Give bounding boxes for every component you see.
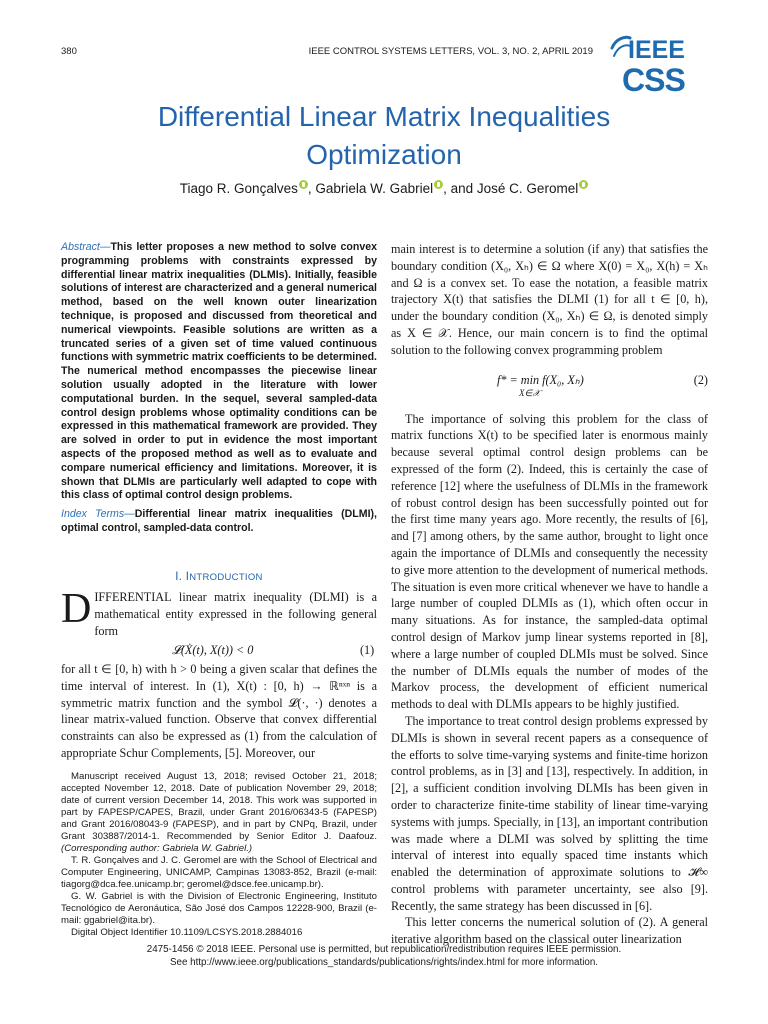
index-terms-label: Index Terms— xyxy=(61,508,135,520)
copyright-notice xyxy=(60,944,708,969)
author-list xyxy=(60,180,708,196)
right-paragraph-3: The importance to treat control design problems expressed by DLMIs is shown in several recent papers as a consequence of the efforts to solve time-varying systems and finite-time horizon control problems, as in [3] and [13], respectively. In addition, in [2], a sufficient condition involving DLMIs has been given in order to characterize finite-time stability of linear time-varying systems with jumps. Specially, in [13], an important contribution was made where a DLMI was solved by splitting the time interval of interest into equally spaced time instants which enabled the determination of approximate solutions to 𝓗∞ control problems with parameter uncertainty, see also [9]. Recently, the same strategy has been discussed in [6]. xyxy=(391,713,708,913)
orcid-icon[interactable] xyxy=(434,180,443,189)
intro-text: linear matrix inequality (DLMI) is a mathematical entity expressed in the following general form xyxy=(94,590,377,638)
page-number: 380 xyxy=(61,46,77,57)
equation-2-subscript: X∈𝒳 xyxy=(519,387,541,398)
author-2: , Gabriela W. Gabriel xyxy=(307,181,434,196)
equation-2: f* = min f(X₀, Xₕ) xyxy=(497,372,584,387)
drop-cap: D xyxy=(61,586,92,632)
footnote-affiliation-1: T. R. Gonçalves and J. C. Geromel are with the School of Electrical and Computer Engineering, UNICAMP, Campinas 13083-852, Brazil (e-mail: tiagorg@dca.fee.unicamp.br; geromel@dsce.fee.unicamp.br). xyxy=(61,855,377,890)
section-title-rest: NTRODUCTION xyxy=(189,572,263,583)
equation-1: 𝓛(Ẋ(t), X(t)) < 0 xyxy=(172,643,254,657)
journal-name: IEEE CONTROL SYSTEMS LETTERS, VOL. 3, NO. 2, APRIL 2019 xyxy=(308,46,593,57)
footnote-manuscript xyxy=(61,771,377,855)
intro-continuation: for all t ∈ [0, h) with h > 0 being a given scalar that defines the time interval of interest. In (1), X(t) : [0, h) → ℝⁿˣⁿ is a symmetric matrix function and the symbol 𝓛(·, ·) denotes a linear matrix-valued function. Observe that convex differential constraints can also be expressed as (1) from the calculation of appropriate Schur Complements, [5]. Moreover, our xyxy=(61,662,377,760)
orcid-icon[interactable] xyxy=(579,180,588,189)
footnote-doi: Digital Object Identifier 10.1109/LCSYS.2018.2884016 xyxy=(71,927,303,938)
right-column xyxy=(391,241,708,948)
section-numeral: I. I xyxy=(175,571,190,583)
intro-paragraph xyxy=(61,586,377,639)
title-line-2: Optimization xyxy=(306,139,462,170)
section-heading-introduction xyxy=(61,571,377,583)
footnotes xyxy=(61,771,377,939)
logo-ieee-text: IEEE xyxy=(628,36,685,64)
abstract-label: Abstract— xyxy=(61,241,111,253)
intro-first-word: IFFERENTIAL xyxy=(94,590,172,604)
footnote-affiliation-2: G. W. Gabriel is with the Division of Electronic Engineering, Instituto Tecnológico de Aeronáutica, São José dos Campos 12228-900, Brazil (e-mail: ggabriel@ita.br). xyxy=(61,891,377,926)
logo-css-text: CSS xyxy=(622,62,685,98)
copyright-line-2[interactable]: See http://www.ieee.org/publications_standards/publications/rights/index.html for more information. xyxy=(169,956,599,968)
equation-2-block xyxy=(391,359,708,411)
index-terms xyxy=(61,508,377,536)
author-3: , and José C. Geromel xyxy=(443,181,579,196)
author-1: Tiago R. Gonçalves xyxy=(179,181,298,196)
title-line-1: Differential Linear Matrix Inequalities xyxy=(157,101,611,132)
orcid-icon[interactable] xyxy=(299,180,308,189)
paper-title xyxy=(60,98,708,174)
right-paragraph-1: main interest is to determine a solution (if any) that satisfies the boundary condition (X₀, Xₕ) ∈ Ω where X(0) = X₀, X(h) = Xₕ and Ω is a convex set. To ease the notation, a feasible matrix trajectory X(t) that satisfies the DLMI (1) for all t ∈ [0, h), under the boundary condition (X₀, Xₕ) ∈ Ω, is denoted simply as X ∈ 𝒳. Hence, our main concern is to find the optimal solution to the following convex programming problem xyxy=(391,242,708,357)
equation-2-number: (2) xyxy=(693,372,708,387)
corresponding-author: (Corresponding author: Gabriela W. Gabriel.) xyxy=(61,843,253,854)
equation-1-number: (1) xyxy=(360,643,375,657)
running-header xyxy=(61,46,593,62)
right-paragraph-4: This letter concerns the numerical solution of (2). A general iterative algorithm based on the classical outer linearization xyxy=(391,915,708,947)
footnote-manuscript-text: Manuscript received August 13, 2018; revised October 21, 2018; accepted November 12, 2018. Date of publication November 29, 2018; date of current version December 14, 2018. This work was supported in part by FAPESP/CAPES, Brazil, under Grant 2016/06343-5 (FAPESP) and Grant 2016/08043-9 (FAPESP), and in part by CNPq, Brazil, under Grant 303887/2014-1. Recommended by Senior Editor J. Daafouz. xyxy=(61,771,377,842)
ieee-css-logo xyxy=(608,34,692,96)
abstract-text: This letter proposes a new method to solve convex programming problems with constraints expressed by differential linear matrix inequalities (DLMIs). Initially, feasible solutions of interest are characterized and a general numerical method, based on the well known outer linearization technique, is proposed and discussed from theoretical and numerical viewpoints. Feasible solutions are written as a truncated series of a given set of time valued continuous functions with symmetric matrix coefficients to be determined. The numerical method encompasses the piecewise linear solution usually adopted in the literature with lower computational burden. In the sequel, several sampled-data control design problems whose optimality conditions can be expressed in this mathematical framework are provided. They are solved in order to put in evidence the most important aspects of the proposed method as well as to evaluate and compare numerical efficiency and limitations. Moreover, it is shown that DLMIs are particularly well adapted to cope with this class of optimal control design problems. xyxy=(61,241,377,502)
right-paragraph-2: The importance of solving this problem for the class of matrix functions X(t) to be specified later is enormous mainly because several optimal control design problems can be expressed of the form (2). Indeed, this is certainly the case of reference [12] where the usefulness of DLMIs in the framework of robust control design has been successfully pointed out for the first time many years ago. More recently, the results of [6], and [7] among others, by the same author, brought to light once again the importance of DLMIs and consequently the necessity to give more attention to the development of numerical methods. The situation is even more critical whenever we have to handle a large number of coupled DLMIs as (1), which often occur in many situations. As for instance, the sampled-data optimal control design of Markov jump linear systems reported in [8], where a large number of coupled DLMIs must be solved. Since the number of DLMIs equals the number of modes of the Markov process, the development of efficient numerical methods to deal with DLMIs appears to be highly justified. xyxy=(391,411,708,712)
index-terms-text: Differential linear matrix inequalities (DLMI), optimal control, sampled-data control. xyxy=(61,508,377,534)
copyright-line-1: 2475-1456 © 2018 IEEE. Personal use is permitted, but republication/redistribution requires IEEE permission. xyxy=(146,944,622,955)
abstract xyxy=(61,241,377,503)
